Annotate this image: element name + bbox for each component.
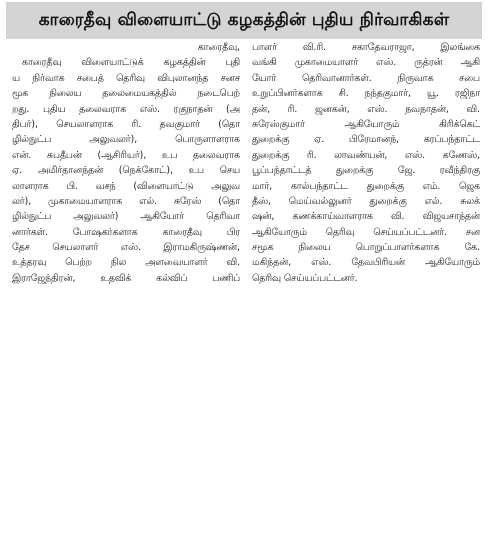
text-line: தேச செயலாளர் எஸ். இராமகிருஷ்ணன்,: [12, 242, 240, 254]
text-line: லர்), முகாமையாளராக எல். சுரேஸ் (தொ: [12, 195, 240, 207]
text-line: ழில்நுட்ப அலுவலர்) ஆகியோர் தெரிவா: [12, 211, 240, 223]
text-line: யோர் தெரிவானார்கள். நிருவாக சபை: [252, 72, 480, 84]
text-line: ய நிர்வாக சபைத் தெரிவு விபுலானந்த சனச: [12, 72, 240, 84]
text-line: துறைக்கு ஏ. பிரேமானந், கரப்பந்தாட்ட: [252, 134, 480, 146]
text-line: லாளராக பி. வசந் (விளையாட்டு அலுவ: [12, 180, 240, 192]
text-line: காரைதீவு,: [197, 42, 240, 53]
text-line: ஆகியோரும் தெரிவு செய்யப்பட்டனர். சன: [252, 226, 480, 238]
text-line: தெரிவு செய்யப்பட்டனர்.: [252, 272, 358, 284]
text-line: காரைதீவு விளையாட்டுக் கழகத்தின் புதி: [22, 57, 240, 69]
text-line: ஏ. அமிர்தானந்தன் (நெக்கோட்), உப செய: [12, 165, 240, 177]
article-column-right: [252, 40, 480, 286]
text-line: மூக நிலைய தலைமையகத்தில் நடைபெற்: [12, 88, 240, 100]
article-column-left: [12, 40, 240, 286]
text-line: தீஸ், மெய்வல்லுனர் துறைக்கு எல். சுலக்: [252, 195, 480, 207]
headline-banner: [6, 2, 482, 39]
text-line: வங்கி முகாமையாளர் எஸ். ருத்ரன் ஆகி: [252, 57, 480, 69]
text-line: ஷன், கணக்காய்வாளராக வி. விஜயசாந்தன்: [252, 211, 480, 223]
text-line: றது. புதிய தலைவராக எஸ். ரகுநாதன் (அ: [12, 103, 240, 115]
text-line: இராஜேந்திரன், உதவிக் கல்விப் பணிப்: [12, 272, 240, 284]
text-line: பூப்பந்தாட்டத் துறைக்கு ஜே. ரவீந்திரகு: [252, 165, 480, 177]
text-line: ழில்நுட்ப அலுவலர்), பொருளாளராக: [12, 134, 240, 146]
text-line: துறைக்கு ரி. லாவண்யன், எஸ். கணேஸ்,: [252, 149, 480, 161]
article-body: [12, 40, 480, 286]
text-line: தன், ரி. ஜனகன், எஸ். நவநாதன், வி.: [252, 103, 480, 115]
text-line: உத்தரவு பெற்ற நில அளவையாளர் வி.: [12, 257, 240, 269]
text-line: பாளர் வி.ரி. சகாதேவராஜா, இலங்கை: [252, 42, 480, 53]
headline: காரைதீவு விளையாட்டு கழகத்தின் புதிய நிர்வாகிகள்: [38, 9, 450, 30]
text-line: உறுப்பினர்களாக சி. நந்தகுமார், யூ. ரஜிநா: [252, 88, 480, 100]
text-line: னார்கள். போஷகர்களாக காரைதீவு பிர: [12, 226, 240, 238]
text-line: மகிந்தன், எஸ். தேவபிரியன் ஆகியோரும்: [252, 257, 480, 269]
text-line: சுரேஸ்குமார் ஆகியோரும் கிரிக்கெட்: [252, 118, 480, 130]
text-line: திபர்), செயலாளராக ரி. தவகுமார் (தொ: [12, 118, 240, 130]
text-line: மார், கால்பந்தாட்ட துறைக்கு எம். ஜெக: [252, 180, 480, 192]
text-line: என். சுபதீபன் (ஆசிரியர்), உப தலைவராக: [12, 149, 240, 161]
text-line: சமூக நிலைய பொறுப்பாளர்களாக கே.: [252, 242, 480, 254]
